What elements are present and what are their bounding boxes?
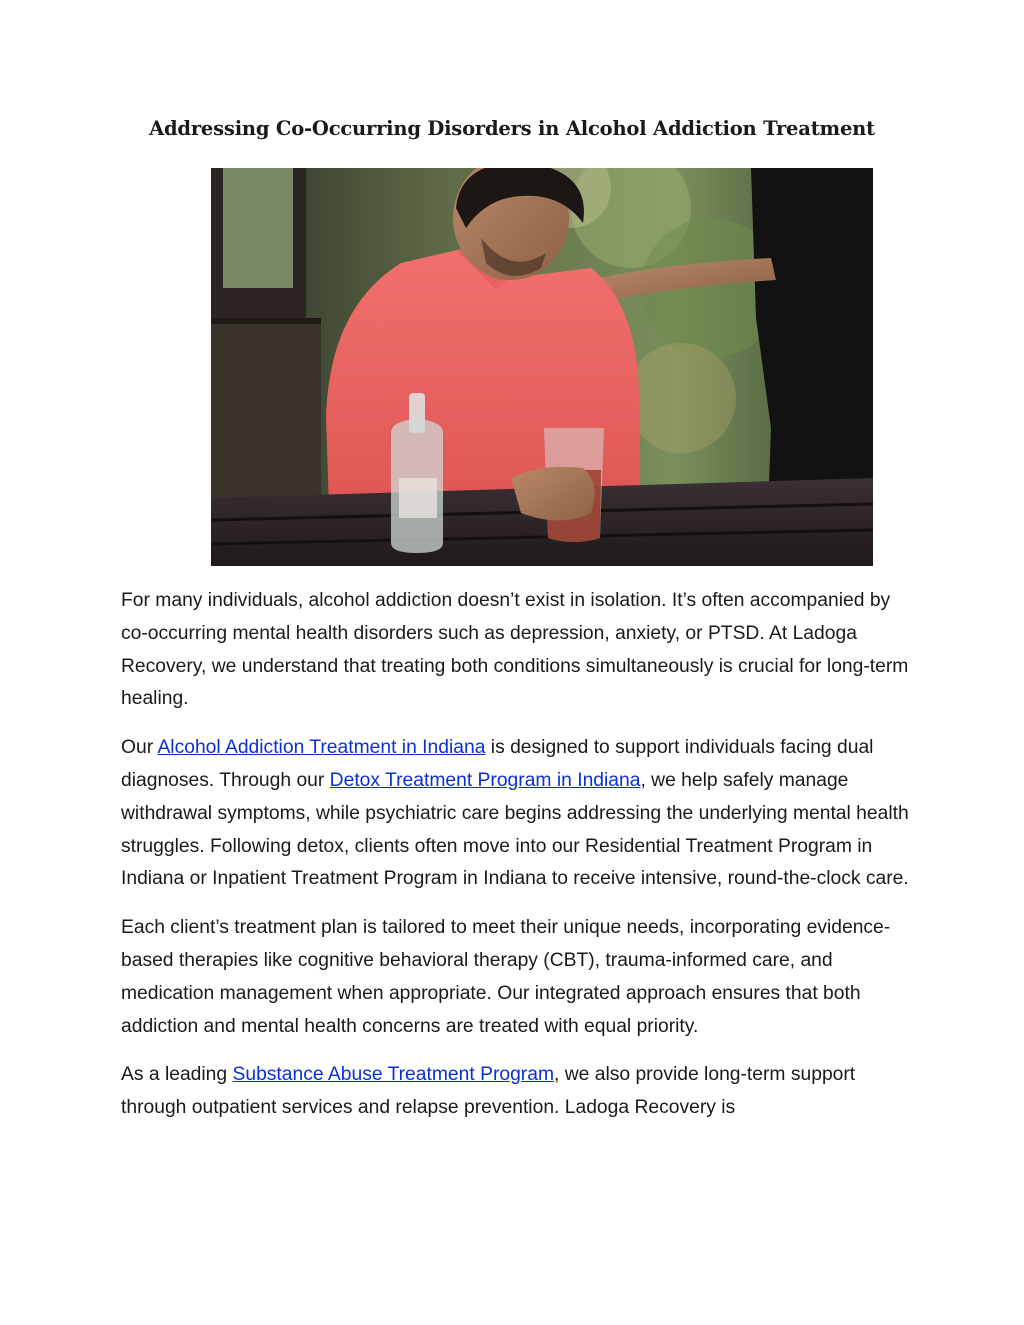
paragraph-long-term-support bbox=[121, 1059, 921, 1125]
paragraph-intro: For many individuals, alcohol addiction doesn’t exist in isolation. It’s often accompanied by co-occurring mental health disorders such as depression, anxiety, or PTSD. At Ladoga Recovery, we understand that treating both conditions simultaneously is crucial for long-term healing. bbox=[121, 590, 909, 710]
page-title: Addressing Co-Occurring Disorders in Alcohol Addiction Treatment bbox=[149, 117, 875, 140]
link-alcohol-addiction-treatment[interactable]: Alcohol Addiction Treatment in Indiana bbox=[157, 737, 486, 759]
article-photo bbox=[211, 168, 873, 566]
link-substance-abuse-treatment-program[interactable]: Substance Abuse Treatment Program bbox=[232, 1064, 555, 1086]
link-detox-treatment-program[interactable]: Detox Treatment Program in Indiana bbox=[329, 769, 641, 791]
paragraph-text: As a leading bbox=[121, 1064, 233, 1086]
paragraph-treatment bbox=[121, 732, 921, 896]
paragraph-text: Our bbox=[121, 737, 158, 759]
article-body bbox=[121, 585, 921, 1141]
paragraph-treatment-plan: Each client’s treatment plan is tailored to meet their unique needs, incorporating evidence-based therapies like cognitive behavioral therapy (CBT), trauma-informed care, and medication management when appropriate. Our integrated approach ensures that both addiction and mental health concerns are treated with equal priority. bbox=[121, 917, 891, 1037]
paragraph-text: , we also provide long-term support through outpatient services and relapse prevention. Ladoga Recovery is bbox=[121, 1064, 856, 1119]
paragraph-text: , we help safely manage withdrawal symptoms, while psychiatric care begins addressing the underlying mental health struggles. Following detox, clients often move into our Residential Treatment Program in Indiana or Inpatient Treatment Program in Indiana to receive intensive, round-the-clock care. bbox=[121, 769, 909, 890]
paragraph-text: is designed to support individuals facing dual diagnoses. Through our bbox=[121, 737, 874, 791]
